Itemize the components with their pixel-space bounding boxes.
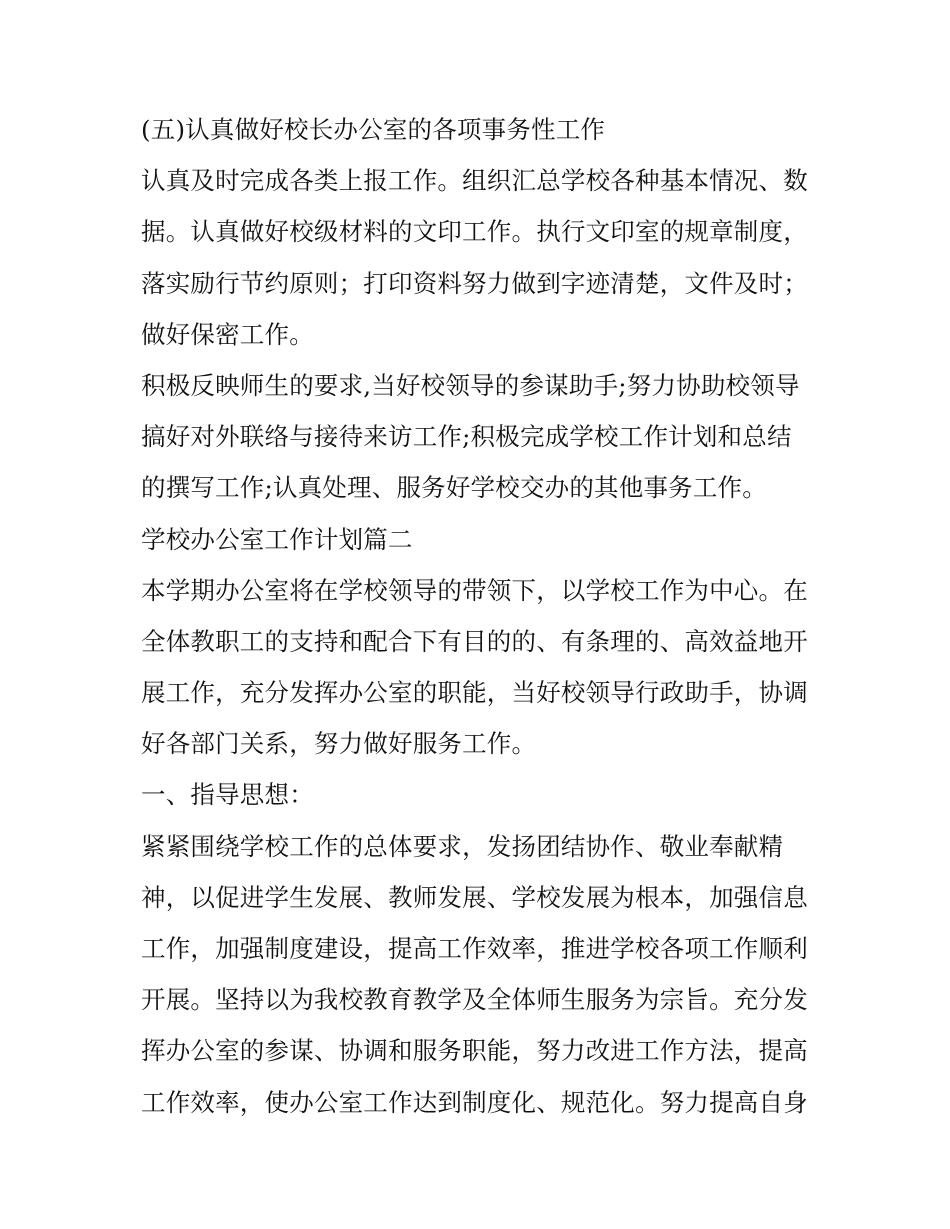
article-title-part-two: 学校办公室工作计划篇二 (141, 524, 413, 554)
paragraph-line: 工作，加强制度建设，提高工作效率，推进学校各项工作顺利 (141, 934, 808, 963)
paragraph-line: 紧紧围绕学校工作的总体要求，发扬团结协作、敬业奉献精 (141, 831, 784, 861)
paragraph-line: 好各部门关系，努力做好服务工作。 (141, 729, 537, 759)
section-heading-five: (五)认真做好校长办公室的各项事务性工作 (141, 115, 606, 144)
paragraph-line: 展工作，充分发挥办公室的职能，当好校领导行政助手，协调 (141, 678, 808, 708)
paragraph-line: 工作效率，使办公室工作达到制度化、规范化。努力提高自身 (141, 1087, 808, 1117)
paragraph-line: 神，以促进学生发展、教师发展、学校发展为根本，加强信息 (141, 882, 808, 912)
paragraph-line: 开展。坚持以为我校教育教学及全体师生服务为宗旨。充分发 (141, 985, 808, 1015)
paragraph-line: 的撰写工作;认真处理、服务好学校交办的其他事务工作。 (141, 473, 767, 503)
paragraph-line: 挥办公室的参谋、协调和服务职能，努力改进工作方法，提高 (141, 1036, 808, 1066)
paragraph-line: 做好保密工作。 (141, 319, 314, 349)
paragraph-line: 据。认真做好校级材料的文印工作。执行文印室的规章制度， (141, 217, 808, 247)
paragraph-line: 落实励行节约原则；打印资料努力做到字迹清楚，文件及时； (141, 268, 808, 298)
paragraph-line: 认真及时完成各类上报工作。组织汇总学校各种基本情况、数 (141, 166, 808, 196)
paragraph-line: 本学期办公室将在学校领导的带领下，以学校工作为中心。在 (141, 575, 808, 605)
document-body (141, 104, 831, 1128)
paragraph-line: 全体教职工的支持和配合下有目的的、有条理的、高效益地开 (141, 626, 808, 656)
paragraph-line: 搞好对外联络与接待来访工作;积极完成学校工作计划和总结 (141, 422, 792, 452)
paragraph-line: 积极反映师生的要求,当好校领导的参谋助手;努力协助校领导 (141, 370, 800, 400)
section-heading-guiding-thought: 一、指导思想： (141, 780, 314, 810)
